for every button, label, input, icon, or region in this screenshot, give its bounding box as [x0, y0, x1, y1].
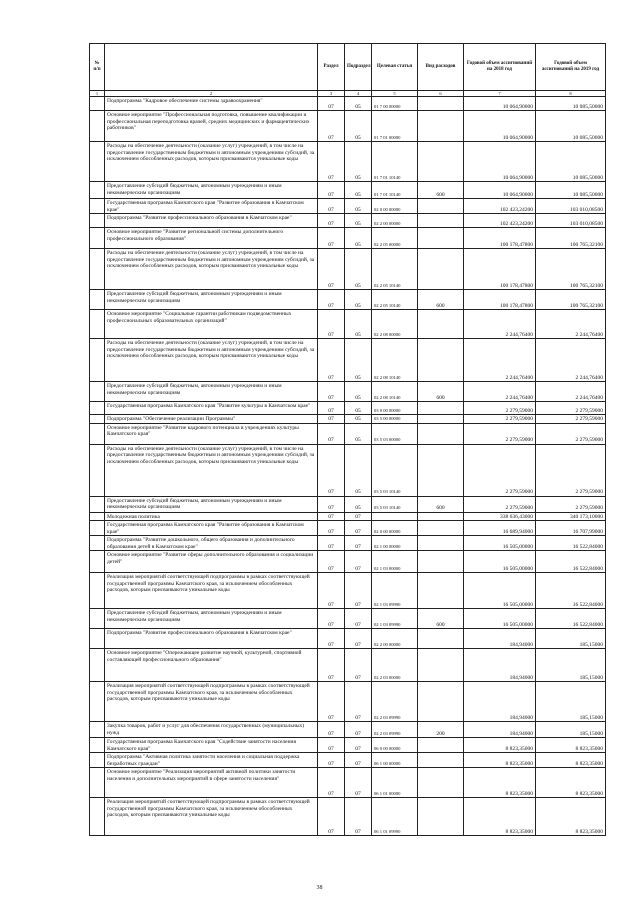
cell-name: Подпрограмма "Активная политика занятости населения и социальная поддержка безработных граждан": [105, 753, 318, 768]
cell-target: 02 2 00 00000: [372, 214, 418, 228]
cell-vol-2018: 10 064,90000: [464, 142, 536, 182]
cell-podrazdel: 05: [345, 182, 372, 199]
cell-name: Основное мероприятие "Социальные гарантии работникам подведомственных профессиональных образовательных организаций": [105, 310, 318, 339]
cell-podrazdel: 05: [345, 423, 372, 444]
cell-podrazdel: 07: [345, 738, 372, 753]
cell-vid: [418, 339, 464, 382]
cell-vol-2018: 10 064,90000: [464, 97, 536, 111]
cell-num: [90, 182, 105, 199]
table-row: [90, 444, 606, 496]
cell-vid: [418, 415, 464, 424]
cell-vol-2019: 16 522,84000: [536, 551, 606, 573]
table-row: [90, 228, 606, 249]
cell-vol-2019: 2 244,76400: [536, 382, 606, 402]
cell-vol-2018: 100 178,47800: [464, 249, 536, 290]
cell-razdel: 07: [318, 142, 345, 182]
cell-podrazdel: 05: [345, 496, 372, 512]
cell-razdel: 07: [318, 339, 345, 382]
cell-vol-2018: 2 279,59000: [464, 444, 536, 496]
cell-vid: [418, 798, 464, 836]
cell-name: Основное мероприятие "Развитие региональной системы дополнительного профессионального образования": [105, 228, 318, 249]
cell-vid: [418, 310, 464, 339]
cell-num: [90, 738, 105, 753]
cell-razdel: 07: [318, 609, 345, 629]
cell-vol-2019: 16 522,84000: [536, 609, 606, 629]
cell-podrazdel: 05: [345, 402, 372, 415]
table-row: [90, 339, 606, 382]
table-row: [90, 768, 606, 798]
cell-num: [90, 97, 105, 111]
cell-vol-2019: 185,15000: [536, 649, 606, 682]
header-vol-2018: Годовой объем ассигнований на 2018 год: [464, 44, 536, 91]
column-number: 7: [464, 91, 536, 97]
table-row: [90, 722, 606, 738]
cell-vol-2018: 16 505,00000: [464, 551, 536, 573]
cell-vol-2018: 8 823,35000: [464, 798, 536, 836]
cell-num: [90, 249, 105, 290]
cell-num: [90, 536, 105, 551]
cell-vol-2018: 10 064,90000: [464, 182, 536, 199]
cell-name: Подпрограмма "Развитие дошкольного, общего образования и дополнительного образования детей в Камчатском крае": [105, 536, 318, 551]
cell-razdel: 07: [318, 310, 345, 339]
table-row: [90, 682, 606, 722]
cell-target: 02 0 00 00000: [372, 521, 418, 536]
cell-num: [90, 512, 105, 521]
cell-vid: [418, 753, 464, 768]
cell-name: Закупка товаров, работ и услуг для обеспечения государственных (муниципальных) нужд: [105, 722, 318, 738]
cell-vid: [418, 214, 464, 228]
header-target: Целевая статья: [372, 44, 418, 91]
cell-target: 02 2 08 10140: [372, 339, 418, 382]
table-row: [90, 512, 606, 521]
cell-vid: 600: [418, 290, 464, 310]
cell-target: 02 1 03 09990: [372, 609, 418, 629]
cell-vid: [418, 536, 464, 551]
cell-podrazdel: 07: [345, 609, 372, 629]
cell-num: [90, 415, 105, 424]
cell-target: 02 2 03 00000: [372, 649, 418, 682]
cell-num: [90, 521, 105, 536]
cell-razdel: 07: [318, 512, 345, 521]
table-body: [90, 97, 606, 836]
cell-name: Основное мероприятие "Развитие сферы дополнительного образования и социализации детей": [105, 551, 318, 573]
cell-vol-2018: 16 689,94000: [464, 521, 536, 536]
cell-vol-2018: 184,94000: [464, 629, 536, 649]
cell-vid: [418, 512, 464, 521]
cell-num: [90, 382, 105, 402]
cell-vid: 600: [418, 382, 464, 402]
cell-name: Предоставление субсидий бюджетным, автономным учреждениям и иным некоммерческим организациям: [105, 609, 318, 629]
cell-vid: [418, 423, 464, 444]
cell-razdel: 07: [318, 97, 345, 111]
cell-name: Государственная программа Камчатского края "Развитие образования в Камчатском крае": [105, 521, 318, 536]
cell-vol-2018: 16 505,00000: [464, 609, 536, 629]
cell-name: Реализация мероприятий соответствующей подпрограммы в рамках соответствующей государственной программы Камчатского края, за исключением обособленных расходов, которым присваиваются уникальные коды: [105, 573, 318, 609]
cell-target: 03 5 03 00000: [372, 423, 418, 444]
table-row: [90, 142, 606, 182]
cell-vid: [418, 573, 464, 609]
cell-podrazdel: 07: [345, 512, 372, 521]
cell-name: Предоставление субсидий бюджетным, автономным учреждениям и иным некоммерческим организациям: [105, 382, 318, 402]
cell-vol-2019: 16 522,84000: [536, 573, 606, 609]
cell-num: [90, 290, 105, 310]
cell-razdel: 07: [318, 573, 345, 609]
cell-podrazdel: 05: [345, 142, 372, 182]
cell-target: 02 2 05 00000: [372, 228, 418, 249]
cell-vol-2019: 2 279,59000: [536, 444, 606, 496]
cell-razdel: 07: [318, 182, 345, 199]
table-row: [90, 753, 606, 768]
cell-vol-2018: 338 636,43000: [464, 512, 536, 521]
cell-vol-2018: 184,94000: [464, 649, 536, 682]
column-number: 3: [318, 91, 345, 97]
cell-razdel: 07: [318, 199, 345, 214]
cell-num: [90, 798, 105, 836]
cell-num: [90, 768, 105, 798]
cell-target: 01 7 01 00000: [372, 111, 418, 142]
table-row: [90, 573, 606, 609]
cell-target: 06 0 00 00000: [372, 738, 418, 753]
cell-num: [90, 573, 105, 609]
cell-vol-2019: 2 244,76400: [536, 339, 606, 382]
table-row: [90, 536, 606, 551]
cell-podrazdel: 05: [345, 310, 372, 339]
cell-podrazdel: 07: [345, 551, 372, 573]
cell-razdel: 07: [318, 738, 345, 753]
cell-vol-2019: 100 765,32100: [536, 290, 606, 310]
cell-podrazdel: 07: [345, 521, 372, 536]
cell-razdel: 07: [318, 423, 345, 444]
cell-target: 02 1 00 00000: [372, 536, 418, 551]
cell-num: [90, 551, 105, 573]
cell-podrazdel: 07: [345, 649, 372, 682]
cell-vid: 600: [418, 609, 464, 629]
cell-vid: [418, 402, 464, 415]
cell-podrazdel: 05: [345, 339, 372, 382]
table-row: [90, 415, 606, 424]
cell-razdel: 07: [318, 214, 345, 228]
cell-vol-2019: 8 823,35000: [536, 798, 606, 836]
cell-num: [90, 444, 105, 496]
cell-name: Подпрограмма "Обеспечение реализации Программы": [105, 415, 318, 424]
cell-vol-2018: 2 279,59000: [464, 402, 536, 415]
cell-name: Реализация мероприятий соответствующей подпрограммы в рамках соответствующей государственной программы Камчатского края, за исключением обособленных расходов, которым присваиваются уникальные коды: [105, 798, 318, 836]
cell-name: Реализация мероприятий соответствующей подпрограммы в рамках соответствующей государственной программы Камчатского края, за исключением обособленных расходов, которым присваиваются уникальные коды: [105, 682, 318, 722]
cell-name: Расходы на обеспечение деятельности (оказание услуг) учреждений, в том числе на предоставление государственным бюджетным и автономным учреждениям субсидий, за исключением обособленных расходов, которым присваиваются уникальные коды: [105, 444, 318, 496]
cell-podrazdel: 07: [345, 682, 372, 722]
cell-vol-2019: 340 173,10000: [536, 512, 606, 521]
cell-num: [90, 722, 105, 738]
cell-vol-2019: 10 085,50000: [536, 111, 606, 142]
cell-razdel: 07: [318, 551, 345, 573]
cell-podrazdel: 07: [345, 573, 372, 609]
cell-razdel: 07: [318, 111, 345, 142]
table-row: [90, 97, 606, 111]
column-number: 6: [418, 91, 464, 97]
cell-vid: 200: [418, 722, 464, 738]
cell-vol-2019: 2 279,59000: [536, 496, 606, 512]
cell-name: Предоставление субсидий бюджетным, автономным учреждениям и иным некоммерческим организациям: [105, 496, 318, 512]
cell-target: 02 2 03 09990: [372, 722, 418, 738]
header-name: [105, 44, 318, 91]
cell-vol-2019: 2 279,59000: [536, 415, 606, 424]
cell-target: 06 1 00 00000: [372, 753, 418, 768]
cell-razdel: 07: [318, 536, 345, 551]
cell-podrazdel: 07: [345, 722, 372, 738]
cell-name: Подпрограмма "Кадровое обеспечение системы здравоохранения": [105, 97, 318, 111]
cell-podrazdel: 07: [345, 629, 372, 649]
cell-name: Подпрограмма "Развитие профессионального образования в Камчатском крае": [105, 629, 318, 649]
cell-vol-2018: 100 178,47800: [464, 228, 536, 249]
cell-vid: [418, 444, 464, 496]
cell-vid: [418, 629, 464, 649]
cell-vol-2018: 2 244,76400: [464, 382, 536, 402]
cell-vol-2019: 2 279,59000: [536, 402, 606, 415]
cell-vol-2018: 2 279,59000: [464, 423, 536, 444]
cell-razdel: 07: [318, 722, 345, 738]
cell-target: 01 7 01 10140: [372, 182, 418, 199]
cell-target: 02 1 03 00000: [372, 551, 418, 573]
cell-vol-2018: 2 279,59000: [464, 415, 536, 424]
cell-razdel: 07: [318, 682, 345, 722]
cell-target: 02 2 08 00000: [372, 310, 418, 339]
table-row: [90, 249, 606, 290]
cell-razdel: 07: [318, 290, 345, 310]
cell-vid: 600: [418, 496, 464, 512]
cell-vid: [418, 97, 464, 111]
cell-razdel: 07: [318, 402, 345, 415]
cell-podrazdel: 05: [345, 97, 372, 111]
cell-vol-2018: 16 505,00000: [464, 573, 536, 609]
cell-vid: [418, 249, 464, 290]
cell-target: 01 7 01 10140: [372, 142, 418, 182]
cell-razdel: 07: [318, 798, 345, 836]
cell-name: Молодежная политика: [105, 512, 318, 521]
cell-name: Расходы на обеспечение деятельности (оказание услуг) учреждений, в том числе на предоставление государственным бюджетным и автономным учреждениям субсидий, за исключением обособленных расходов, которым присваиваются уникальные коды: [105, 249, 318, 290]
cell-name: Основное мероприятие "Опережающее развитие научной, культурной, спортивной составляющей профессионального образования": [105, 649, 318, 682]
cell-name: Основное мероприятие "Реализация мероприятий активной политики занятости населения и дополнительных мероприятий в сфере занятости населения": [105, 768, 318, 798]
cell-razdel: 07: [318, 768, 345, 798]
cell-razdel: 07: [318, 496, 345, 512]
cell-vol-2018: 8 823,35000: [464, 753, 536, 768]
header-vol-2019: Годовой объем ассигнований на 2019 год: [536, 44, 606, 91]
cell-vol-2019: 10 085,50000: [536, 97, 606, 111]
cell-podrazdel: 07: [345, 798, 372, 836]
cell-vid: 600: [418, 182, 464, 199]
cell-vol-2019: 8 823,35000: [536, 753, 606, 768]
table-row: [90, 423, 606, 444]
cell-num: [90, 753, 105, 768]
cell-name: Подпрограмма "Развитие профессионального образования в Камчатском крае": [105, 214, 318, 228]
header-row: [90, 44, 606, 91]
cell-podrazdel: 05: [345, 199, 372, 214]
cell-target: 03 0 00 00000: [372, 402, 418, 415]
cell-num: [90, 199, 105, 214]
cell-target: 02 1 03 09990: [372, 573, 418, 609]
table-row: [90, 521, 606, 536]
cell-target: 02 2 08 10140: [372, 382, 418, 402]
cell-podrazdel: 07: [345, 753, 372, 768]
table-row: [90, 402, 606, 415]
header-num: № п/п: [90, 44, 105, 91]
cell-vol-2018: 8 823,35000: [464, 738, 536, 753]
cell-vol-2018: 100 178,47800: [464, 290, 536, 310]
cell-name: Расходы на обеспечение деятельности (оказание услуг) учреждений, в том числе на предоставление государственным бюджетным и автономным учреждениям субсидий, за исключением обособленных расходов, которым присваиваются уникальные коды: [105, 339, 318, 382]
budget-table: [89, 43, 606, 836]
cell-target: 03 5 03 10140: [372, 444, 418, 496]
cell-podrazdel: 05: [345, 214, 372, 228]
cell-vol-2018: 10 064,90000: [464, 111, 536, 142]
cell-num: [90, 310, 105, 339]
cell-vol-2019: 100 765,32100: [536, 228, 606, 249]
cell-name: Основное мероприятие "Профессиональная подготовка, повышение квалификации и профессиональная переподготовка врачей, средних медицинских и фармацевтических работников": [105, 111, 318, 142]
cell-razdel: 07: [318, 444, 345, 496]
cell-vid: [418, 738, 464, 753]
cell-vol-2018: 8 823,35000: [464, 768, 536, 798]
cell-vol-2019: 10 085,50000: [536, 142, 606, 182]
cell-vol-2018: 184,94000: [464, 682, 536, 722]
header-razdel: Раздел: [318, 44, 345, 91]
cell-vol-2018: 2 244,76400: [464, 310, 536, 339]
cell-vol-2019: 103 010,08500: [536, 214, 606, 228]
cell-vid: [418, 521, 464, 536]
column-number: 5: [372, 91, 418, 97]
cell-target: 03 5 00 00000: [372, 415, 418, 424]
cell-target: 06 1 01 00000: [372, 768, 418, 798]
table-row: [90, 182, 606, 199]
table-row: [90, 382, 606, 402]
cell-vol-2019: 100 765,32100: [536, 249, 606, 290]
cell-razdel: 07: [318, 629, 345, 649]
table-row: [90, 290, 606, 310]
cell-vol-2018: 102 423,24200: [464, 199, 536, 214]
cell-razdel: 07: [318, 249, 345, 290]
cell-razdel: 07: [318, 415, 345, 424]
column-number: 2: [105, 91, 318, 97]
cell-razdel: 07: [318, 649, 345, 682]
cell-vol-2018: 184,94000: [464, 722, 536, 738]
cell-target: 03 5 03 10140: [372, 496, 418, 512]
cell-vol-2019: 8 823,35000: [536, 768, 606, 798]
cell-num: [90, 629, 105, 649]
cell-target: 02 0 00 00000: [372, 199, 418, 214]
table-row: [90, 738, 606, 753]
table-row: [90, 199, 606, 214]
cell-target: [372, 512, 418, 521]
cell-num: [90, 339, 105, 382]
cell-num: [90, 682, 105, 722]
cell-vol-2019: 8 823,35000: [536, 738, 606, 753]
header-podrazdel: Подраздел: [345, 44, 372, 91]
cell-target: 02 2 03 09990: [372, 682, 418, 722]
cell-vol-2019: 185,15000: [536, 722, 606, 738]
cell-name: Государственная программа Камчатского края "Развитие культуры в Камчатском крае": [105, 402, 318, 415]
cell-podrazdel: 05: [345, 228, 372, 249]
cell-num: [90, 142, 105, 182]
cell-vid: [418, 682, 464, 722]
cell-target: 06 1 01 09990: [372, 798, 418, 836]
table-row: [90, 629, 606, 649]
cell-vid: [418, 142, 464, 182]
cell-num: [90, 214, 105, 228]
cell-vid: [418, 768, 464, 798]
cell-vid: [418, 551, 464, 573]
cell-podrazdel: 05: [345, 111, 372, 142]
cell-vid: [418, 111, 464, 142]
cell-name: Предоставление субсидий бюджетным, автономным учреждениям и иным некоммерческим организациям: [105, 290, 318, 310]
cell-razdel: 07: [318, 228, 345, 249]
cell-vol-2019: 16 707,99000: [536, 521, 606, 536]
cell-target: 02 2 05 10140: [372, 290, 418, 310]
cell-vol-2019: 16 522,84000: [536, 536, 606, 551]
cell-name: Государственная программа Камчатского края "Развитие образования в Камчатском крае": [105, 199, 318, 214]
cell-name: Расходы на обеспечение деятельности (оказание услуг) учреждений, в том числе на предоставление государственным бюджетным и автономным учреждениям субсидий, за исключением обособленных расходов, которым присваиваются уникальные коды: [105, 142, 318, 182]
cell-razdel: 07: [318, 382, 345, 402]
cell-vol-2019: 2 279,59000: [536, 423, 606, 444]
cell-podrazdel: 05: [345, 444, 372, 496]
cell-name: Государственная программа Камчатского края "Содействие занятости населения Камчатского края": [105, 738, 318, 753]
cell-num: [90, 649, 105, 682]
cell-target: 02 2 05 10140: [372, 249, 418, 290]
cell-vol-2018: 2 244,76400: [464, 339, 536, 382]
cell-podrazdel: 07: [345, 768, 372, 798]
cell-podrazdel: 05: [345, 249, 372, 290]
header-vid: Вид расходов: [418, 44, 464, 91]
cell-razdel: 07: [318, 521, 345, 536]
cell-target: 01 7 00 00000: [372, 97, 418, 111]
cell-num: [90, 111, 105, 142]
cell-name: Предоставление субсидий бюджетным, автономным учреждениям и иным некоммерческим организациям: [105, 182, 318, 199]
page-number: 38: [316, 885, 323, 891]
table-row: [90, 649, 606, 682]
cell-vid: [418, 649, 464, 682]
cell-vol-2019: 2 244,76400: [536, 310, 606, 339]
cell-podrazdel: 07: [345, 536, 372, 551]
column-number: 1: [90, 91, 105, 97]
cell-vol-2018: 16 505,00000: [464, 536, 536, 551]
table-row: [90, 551, 606, 573]
table-row: [90, 214, 606, 228]
cell-num: [90, 423, 105, 444]
cell-podrazdel: 05: [345, 290, 372, 310]
cell-vol-2019: 185,15000: [536, 629, 606, 649]
cell-podrazdel: 05: [345, 382, 372, 402]
cell-vol-2018: 102 423,24200: [464, 214, 536, 228]
table-row: [90, 496, 606, 512]
table-row: [90, 798, 606, 836]
cell-target: 02 2 00 00000: [372, 629, 418, 649]
table-row: [90, 310, 606, 339]
cell-num: [90, 609, 105, 629]
cell-vid: [418, 199, 464, 214]
cell-name: Основное мероприятие "Развитие кадрового потенциала в учреждениях культуры Камчатского края": [105, 423, 318, 444]
cell-vol-2019: 185,15000: [536, 682, 606, 722]
table-row: [90, 111, 606, 142]
cell-vol-2019: 103 010,08500: [536, 199, 606, 214]
cell-vol-2019: 10 085,50000: [536, 182, 606, 199]
cell-num: [90, 496, 105, 512]
table-row: [90, 609, 606, 629]
column-number: 8: [536, 91, 606, 97]
column-number: 4: [345, 91, 372, 97]
cell-num: [90, 228, 105, 249]
cell-vid: [418, 228, 464, 249]
cell-num: [90, 402, 105, 415]
cell-razdel: 07: [318, 753, 345, 768]
cell-vol-2018: 2 279,59000: [464, 496, 536, 512]
cell-podrazdel: 05: [345, 415, 372, 424]
